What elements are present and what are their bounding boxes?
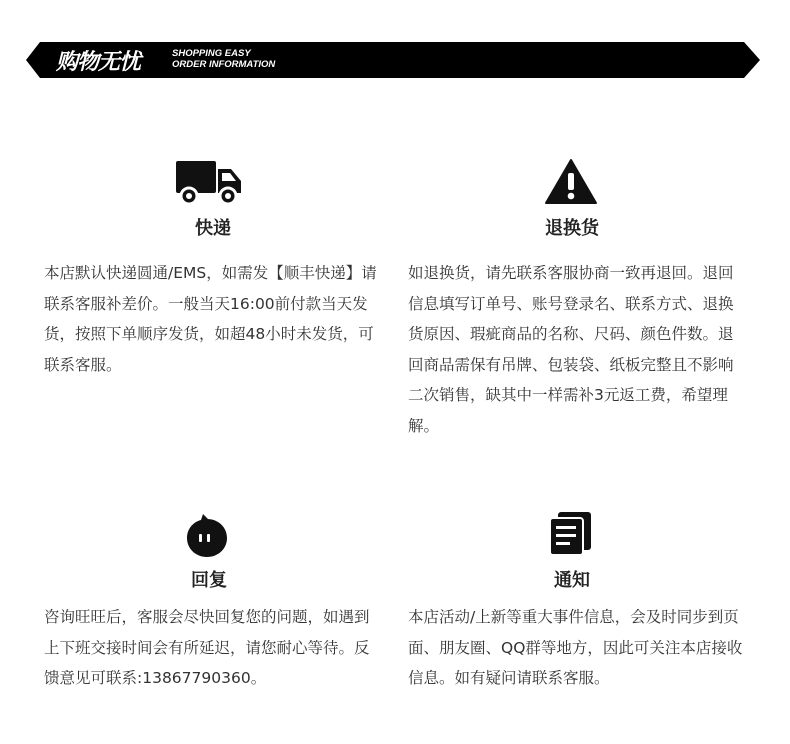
banner-subtitle-line2: ORDER INFORMATION: [172, 59, 276, 70]
section-returns: [408, 150, 748, 450]
section-body: 如退换货，请先联系客服协商一致再退回。退回信息填写订单号、账号登录名、联系方式、退换货原因、瑕疵商品的名称、尺码、颜色件数。退回商品需保有吊牌、包装袋、纸板完整且不影响二次销售，缺其中一样需补3元返工费，希望理解。: [408, 264, 734, 435]
section-reply: [44, 510, 384, 710]
banner-title: 购物无忧: [56, 50, 141, 75]
banner-subtitle: [172, 48, 275, 70]
section-body: 咨询旺旺后，客服会尽快回复您的问题，如遇到上下班交接时间会有所延迟，请您耐心等待。反馈意见可联系:13867790360。: [44, 608, 370, 687]
warning-icon: [544, 158, 598, 210]
chat-bubble-icon: [184, 514, 230, 564]
truck-icon: [175, 158, 243, 210]
document-icon: [548, 510, 594, 560]
section-body: 本店默认快递圆通/EMS，如需发【顺丰快递】请联系客服补差价。一般当天16:00前付款当天发货，按照下单顺序发货，如超48小时未发货，可联系客服。: [44, 264, 377, 374]
section-heading: 退换货: [545, 218, 599, 239]
section-heading: 通知: [554, 570, 590, 591]
section-express: [44, 150, 384, 390]
header-banner: [26, 42, 760, 78]
section-notice: [408, 510, 748, 710]
banner-subtitle-line1: SHOPPING EASY: [172, 48, 251, 59]
section-heading: 回复: [191, 570, 227, 591]
section-body: 本店活动/上新等重大事件信息，会及时同步到页面、朋友圈、QQ群等地方，因此可关注本店接收信息。如有疑问请联系客服。: [408, 608, 743, 687]
section-heading: 快递: [195, 218, 231, 239]
